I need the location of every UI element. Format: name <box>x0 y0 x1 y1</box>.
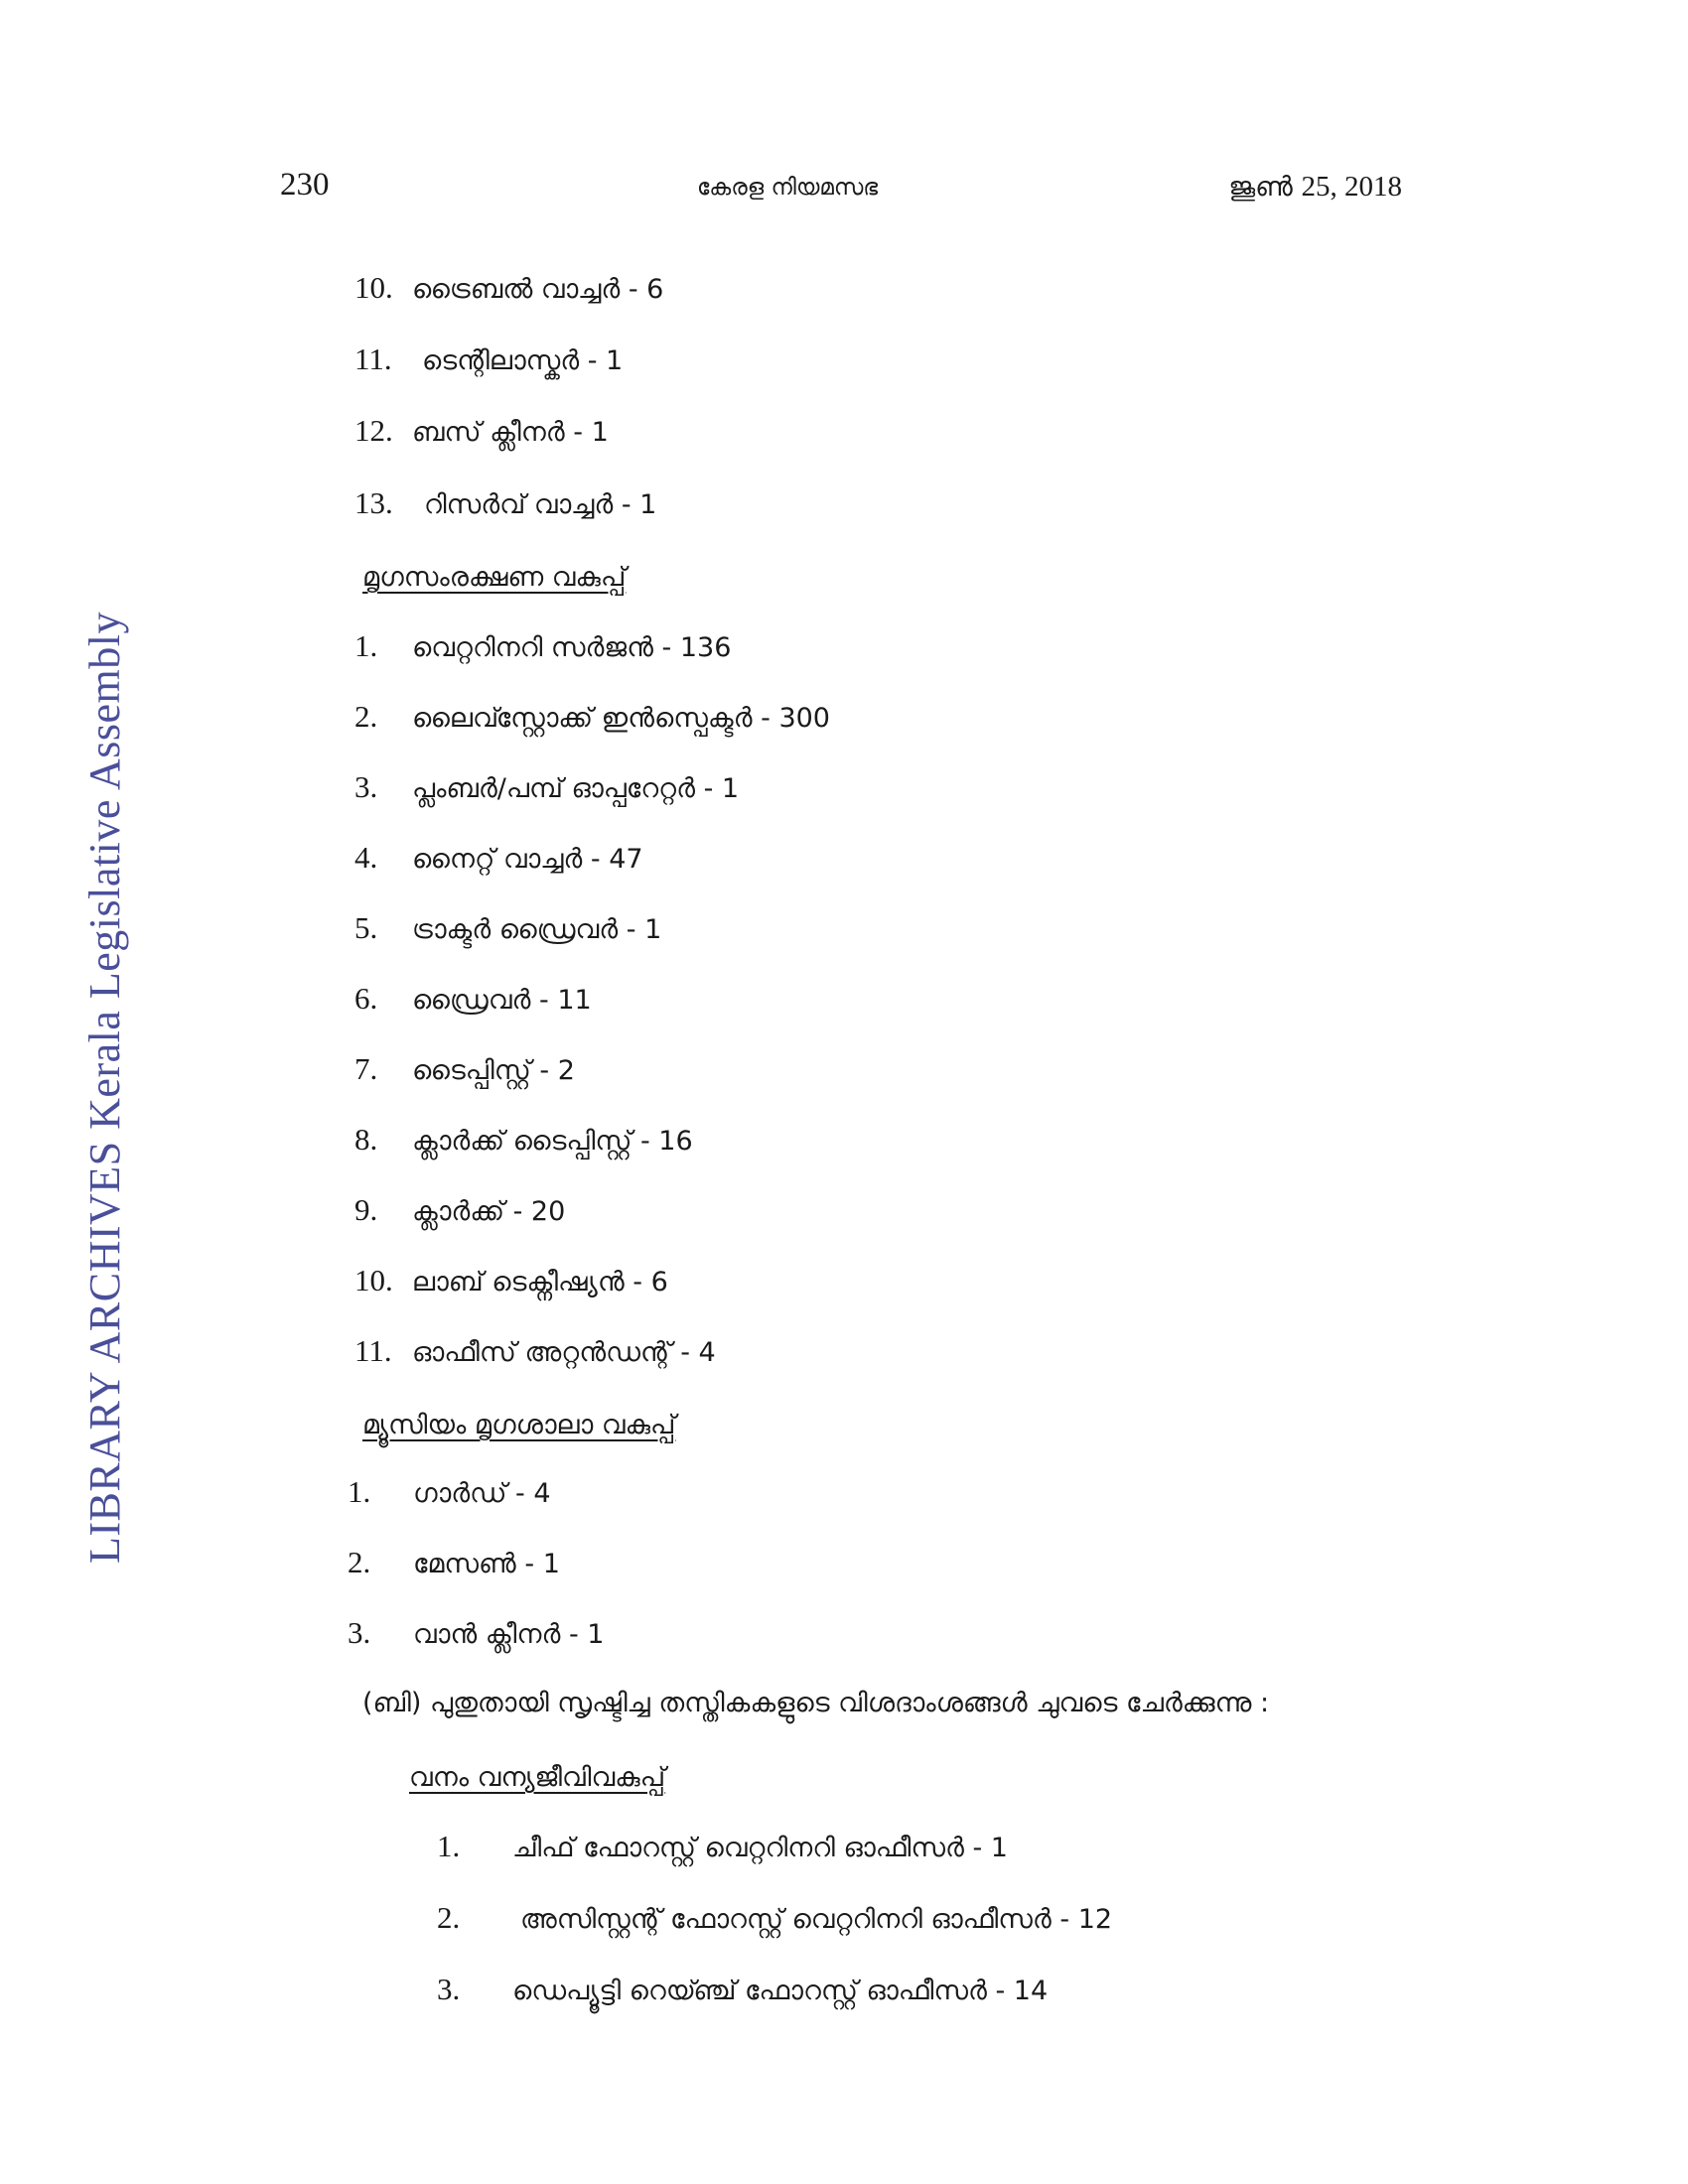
list-item <box>354 413 609 465</box>
paragraph-b: (ബി) പുതുതായി സൃഷ്ടിച്ച തസ്തികകളുടെ വിശദാംശങ്ങൾ ചുവടെ ചേർക്കുന്നു : <box>362 1688 1270 1718</box>
item-text: ട്രാക്ടർ ഡ്രൈവർ - 1 <box>412 914 662 945</box>
section-heading: വനം വന്യജീവിവകുപ്പ് <box>409 1762 666 1793</box>
item-text: ടെന്റിലാസ്കർ - 1 <box>422 345 624 376</box>
item-text: പ്ലംബർ/പമ്പ് ഓപ്പറേറ്റർ - 1 <box>412 773 740 804</box>
list-item <box>354 910 661 962</box>
list-item <box>437 1900 1112 1952</box>
item-text: റിസർവ് വാച്ചർ - 1 <box>424 489 657 520</box>
item-text: ട്രൈബൽ വാച്ചർ - 6 <box>412 274 664 305</box>
item-text: ക്ലാർക്ക് ടൈപ്പിസ്റ്റ് - 16 <box>412 1126 693 1157</box>
list-item <box>354 699 830 751</box>
list-item <box>354 840 643 891</box>
item-text: നൈറ്റ് വാച്ചർ - 47 <box>412 844 643 875</box>
list-item <box>354 1333 716 1385</box>
item-text: ക്ലാർക്ക് - 20 <box>412 1196 566 1227</box>
list-item <box>354 628 731 680</box>
list-item <box>348 1545 560 1596</box>
page-header <box>280 167 1402 216</box>
item-number: 2. <box>437 1900 461 1935</box>
running-title: കേരള നിയമസഭ <box>697 175 879 201</box>
item-text: ലൈവ്സ്റ്റോക്ക് ഇൻസ്പെക്ടർ - 300 <box>412 703 830 734</box>
item-number: 3. <box>437 1972 461 2006</box>
list-item <box>354 981 592 1032</box>
item-number: 6. <box>354 981 378 1016</box>
page-number: 230 <box>280 167 330 203</box>
archive-watermark: LIBRARY ARCHIVES Kerala Legislative Assembly <box>80 612 129 1564</box>
item-text: ലാബ് ടെക്നീഷ്യൻ - 6 <box>412 1267 668 1297</box>
item-number: 4. <box>354 840 378 875</box>
item-number: 7. <box>354 1051 378 1086</box>
item-number: 9. <box>354 1192 378 1227</box>
list-item <box>354 341 623 393</box>
list-item <box>354 1051 575 1103</box>
item-text: ചീഫ് ഫോറസ്റ്റ് വെറ്ററിനറി ഓഫീസർ - 1 <box>512 1833 1008 1863</box>
date-month: ജൂൺ <box>1228 172 1293 203</box>
item-text: ഡ്രൈവർ - 11 <box>412 985 592 1016</box>
item-number: 3. <box>354 769 378 804</box>
item-text: ടൈപ്പിസ്റ്റ് - 2 <box>412 1055 575 1086</box>
item-number: 1. <box>348 1474 371 1509</box>
list-item <box>354 769 739 821</box>
list-item <box>348 1474 551 1526</box>
page-date <box>1228 171 1402 204</box>
item-text: ഗാർഡ് - 4 <box>413 1478 551 1509</box>
section-heading: മ്യൂസിയം മൃഗശാലാ വകുപ്പ് <box>362 1410 676 1440</box>
item-number: 5. <box>354 910 378 945</box>
item-number: 2. <box>348 1545 371 1579</box>
item-text: വാൻ ക്ലീനർ - 1 <box>413 1619 605 1650</box>
item-text: അസിസ്റ്റന്റ് ഫോറസ്റ്റ് വെറ്ററിനറി ഓഫീസർ - 12 <box>520 1904 1113 1935</box>
item-number: 13. <box>354 485 393 520</box>
list-item <box>348 1615 604 1667</box>
item-number: 10. <box>354 270 393 305</box>
item-number: 1. <box>437 1829 461 1863</box>
item-text: ഓഫീസ് അറ്റൻഡന്റ് - 4 <box>412 1337 716 1368</box>
list-item <box>354 485 656 537</box>
item-number: 2. <box>354 699 378 734</box>
section-heading: മൃഗസംരക്ഷണ വകുപ്പ് <box>362 562 627 593</box>
item-number: 10. <box>354 1263 393 1297</box>
item-number: 11. <box>354 341 392 376</box>
item-text: ബസ് ക്ലീനർ - 1 <box>412 417 609 448</box>
item-number: 12. <box>354 413 393 448</box>
item-number: 8. <box>354 1122 378 1157</box>
item-text: വെറ്ററിനറി സർജൻ - 136 <box>412 632 732 663</box>
date-day-year: 25, 2018 <box>1301 171 1402 203</box>
list-item <box>354 1122 693 1173</box>
list-item <box>437 1829 1008 1880</box>
item-number: 1. <box>354 628 378 663</box>
item-number: 3. <box>348 1615 371 1650</box>
list-item <box>354 1192 565 1244</box>
item-number: 11. <box>354 1333 392 1368</box>
list-item <box>437 1972 1048 2023</box>
item-text: ഡെപ്യൂട്ടി റെയ്ഞ്ച് ഫോറസ്റ്റ് ഓഫീസർ - 14 <box>512 1976 1049 2006</box>
list-item <box>354 1263 668 1314</box>
item-text: മേസൺ - 1 <box>413 1549 560 1579</box>
list-item <box>354 270 663 322</box>
